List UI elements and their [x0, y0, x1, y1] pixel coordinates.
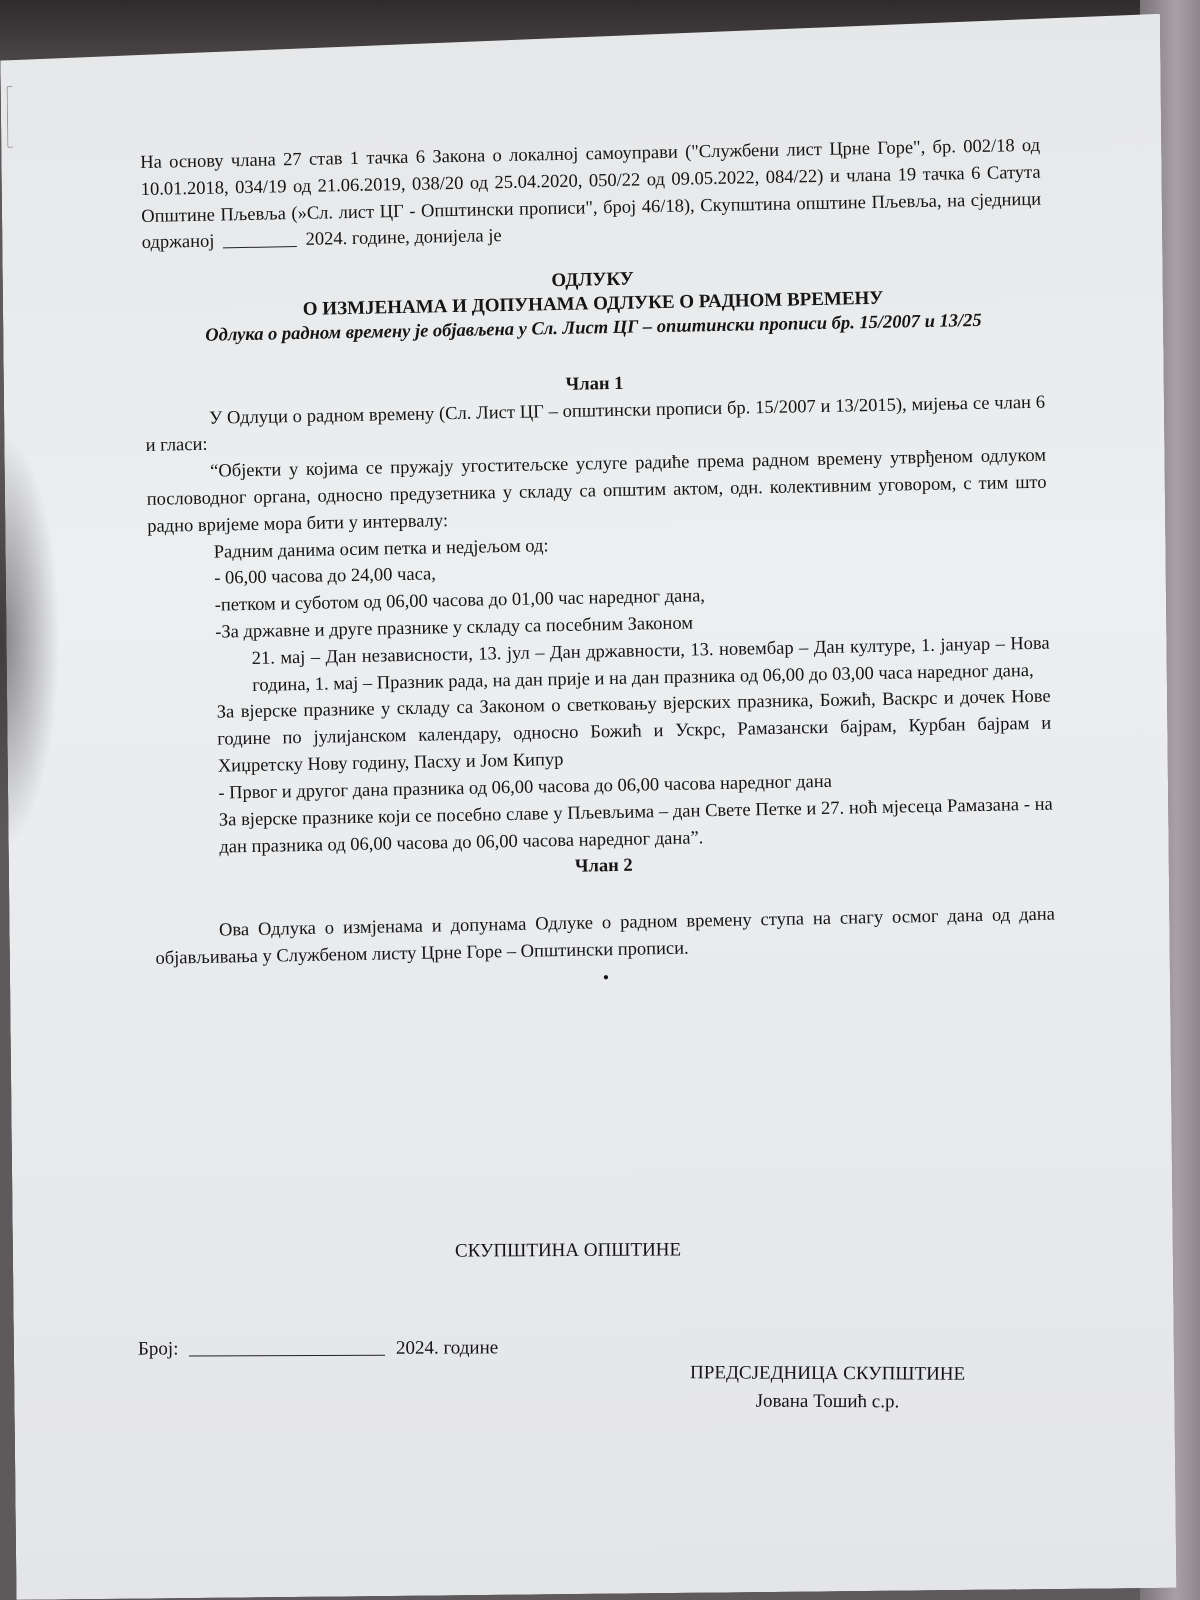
article-2-text: Ова Одлука о измјенама и допунама Одлуке о радном времену ступа на снагу осмог дана од дана објављивања у Службеном листу Црне Горе – Општински прописи.: [155, 904, 1056, 969]
hours-line-2: - 06,00 часова до 24,00 часа,: [214, 564, 437, 590]
president-name: Јована Тошић с.р.: [755, 1390, 900, 1412]
number-year: 2024. године: [395, 1337, 499, 1359]
session-date-blank: [223, 246, 297, 248]
preamble-text: На основу члана 27 став 1 тачка 6 Закона о локалној самоуправи ("Службени лист Црне Горе", бр. 002/18 од 10.01.2018, 034/19 од 21.06.2019, 038/20 од 25.04.2020, 050/22 од 09.05.2022, 084/22) и члана 19 тачка 6 Сатута Општине Пљевља (»Сл. лист ЦГ - Општински прописи", број 46/18), Скупштина општине Пљевља, на сједници одржаној: [140, 135, 1042, 254]
hours-line-4: -За државне и друге празнике у складу са посебним Законом: [215, 613, 694, 643]
article-1-quote-intro: “Објекти у којима се пружају угоститељске услуге радиће према радном времену утврђеном одлуком пословодног органа, односно предузетника у складу са општим актом, одн. колективним уговором, с тим што радно вријеме мора бити у интервалу:: [146, 445, 1047, 537]
title-line-1: ОДЛУКУ: [551, 268, 634, 292]
president-title: ПРЕДСЈЕДНИЦА СКУПШТИНЕ: [690, 1362, 966, 1385]
article-2-heading: Члан 2: [574, 856, 633, 878]
state-holidays: 21. мај – Дан независности, 13. јул – Дан државности, 13. новембар – Дан културе, 1. јануар – Нова година, 1. мај – Празник рада, на дан прије и на дан празника од 06,00 до 03,00 часа наредног дана,: [251, 633, 1050, 696]
article-1-text: У Одлуци о радном времену (Сл. Лист ЦГ – општински прописи бр. 15/2007 и 13/2015), мијења се члан 6 и гласи:: [145, 392, 1046, 457]
first-second-day: - Првог и другог дана празника од 06,00 часова до 06,00 часова наредног дана: [218, 771, 833, 804]
hours-line-3: -петком и суботом од 06,00 часова до 01,00 час наредног дана,: [214, 586, 706, 616]
local-holidays: За вјерске празнике који се посебно славе у Пљевљима – дан Свете Петке и 27. ноћ мјесеца Рамазана - на дан празника од 06,00 часова до 06,00 часова наредног дана”.: [218, 794, 1053, 858]
article-1-heading: Члан 1: [565, 373, 624, 395]
publication-note: Одлука о радном времену је објављена у Сл. Лист ЦГ – општински прописи бр. 15/2007 и 13/25: [205, 310, 982, 346]
document-body: [140, 133, 1056, 999]
preamble: [140, 133, 1042, 258]
center-dot: •: [602, 966, 610, 988]
number-blank: [189, 1355, 385, 1357]
religious-holidays: За вјерске празнике у складу са Законом о светковању вјерских празника, Божић, Васкрс и дочек Нове године по јулијанском календару, односно Божић и Ускрс, Рамазански бајрам, Курбан бајрам и Хиџретску Нову годину, Пасху и Јом Кипур: [216, 687, 1052, 777]
page-shadow: [0, 430, 60, 850]
hours-line-1: Радним данима осим петка и недјељом од:: [213, 535, 549, 563]
staple-icon: [7, 86, 14, 148]
assembly-label: СКУПШТИНА ОПШТИНЕ: [454, 1239, 682, 1262]
title-line-2: О ИЗМЈЕНАМА И ДОПУНАМА ОДЛУКЕ О РАДНОМ ВРЕМЕНУ: [302, 287, 884, 320]
preamble-end: 2024. године, донијела је: [305, 226, 502, 251]
number-line: [138, 1337, 498, 1360]
number-label: Број:: [137, 1338, 179, 1360]
signature-block: [690, 1359, 965, 1416]
